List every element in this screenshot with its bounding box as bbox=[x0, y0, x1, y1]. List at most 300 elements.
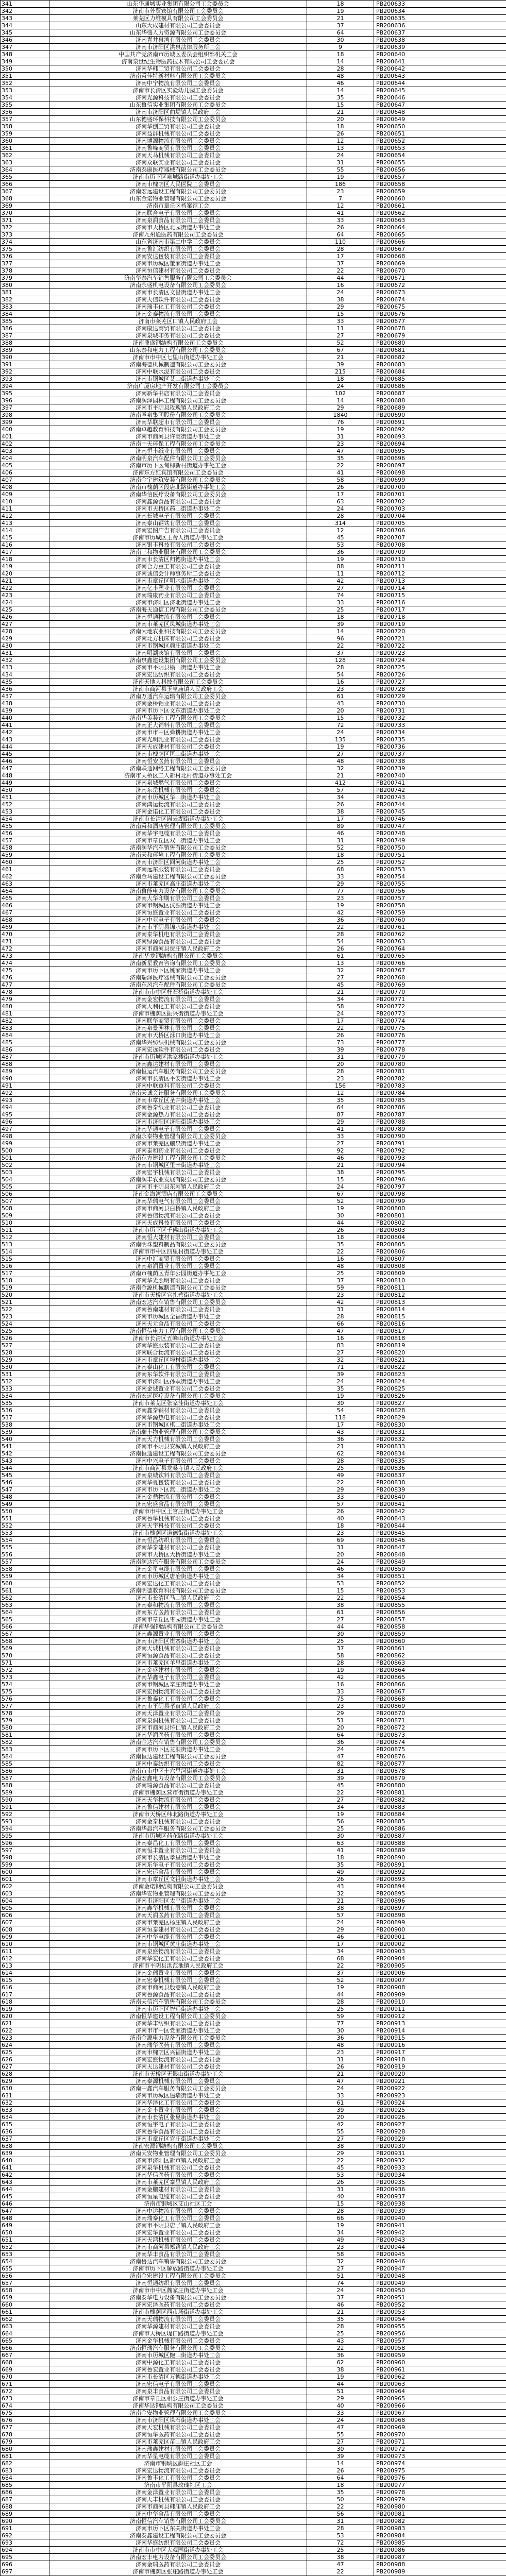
record-code-cell: PB200835 bbox=[374, 1458, 506, 1465]
row-number-cell: 669 bbox=[1, 2366, 49, 2374]
member-count-cell: 46 bbox=[307, 80, 374, 87]
member-count-cell: 39 bbox=[307, 1775, 374, 1782]
member-count-cell: 24 bbox=[307, 729, 374, 736]
record-code-cell: PB200907 bbox=[374, 1977, 506, 1984]
row-number-cell: 373 bbox=[1, 231, 49, 239]
table-row bbox=[1, 534, 506, 541]
record-code-cell: PB200699 bbox=[374, 477, 506, 484]
row-number-cell: 454 bbox=[1, 816, 49, 823]
member-count-cell: 19 bbox=[307, 1984, 374, 1991]
record-code-cell: PB200806 bbox=[374, 1248, 506, 1256]
record-code-cell: PB200809 bbox=[374, 1270, 506, 1277]
row-number-cell: 406 bbox=[1, 469, 49, 477]
record-code-cell: PB200766 bbox=[374, 960, 506, 967]
row-number-cell: 509 bbox=[1, 1212, 49, 1219]
record-code-cell: PB200669 bbox=[374, 260, 506, 267]
member-count-cell: 38 bbox=[307, 296, 374, 303]
table-row bbox=[1, 2568, 506, 2575]
record-code-cell: PB200753 bbox=[374, 866, 506, 873]
member-count-cell: 13 bbox=[307, 145, 374, 152]
organization-name-cell: 济南华泰建材有限公司工会委员会 bbox=[49, 1544, 307, 1551]
organization-name-cell: 济南天地人科技有限公司工会委员会 bbox=[49, 679, 307, 686]
member-count-cell: 14 bbox=[307, 2460, 374, 2467]
record-code-cell: PB200682 bbox=[374, 354, 506, 361]
organization-name-cell: 济南市商河县韩庙镇人民政府工会 bbox=[49, 2503, 307, 2511]
row-number-cell: 621 bbox=[1, 2020, 49, 2027]
row-number-cell: 528 bbox=[1, 1349, 49, 1357]
row-number-cell: 552 bbox=[1, 1522, 49, 1530]
record-code-cell: PB200986 bbox=[374, 2547, 506, 2554]
member-count-cell: 25 bbox=[307, 1638, 374, 1645]
row-number-cell: 455 bbox=[1, 823, 49, 830]
organization-name-cell: 济南恒运汽车服务有限公司工会委员会 bbox=[49, 1068, 307, 1075]
record-code-cell: PB200755 bbox=[374, 880, 506, 888]
row-number-cell: 361 bbox=[1, 145, 49, 152]
member-count-cell: 39 bbox=[307, 1046, 374, 1054]
row-number-cell: 356 bbox=[1, 109, 49, 116]
record-code-cell: PB200837 bbox=[374, 1472, 506, 1479]
table-row bbox=[1, 29, 506, 37]
table-row bbox=[1, 1010, 506, 1018]
organization-name-cell: 济南市平阴县洪范池镇人民政府工会 bbox=[49, 1962, 307, 1970]
row-number-cell: 442 bbox=[1, 729, 49, 736]
organization-name-cell: 济南市长清区万德街道办事处工会 bbox=[49, 2374, 307, 2381]
record-code-cell: PB200843 bbox=[374, 1515, 506, 1522]
row-number-cell: 512 bbox=[1, 1234, 49, 1241]
row-number-cell: 533 bbox=[1, 1385, 49, 1393]
table-row bbox=[1, 2200, 506, 2208]
table-row bbox=[1, 614, 506, 621]
table-row bbox=[1, 152, 506, 159]
organization-name-cell: 济南金宏建设工程有限公司工会委员会 bbox=[49, 2273, 307, 2280]
member-count-cell: 27 bbox=[307, 974, 374, 981]
record-code-cell: PB200988 bbox=[374, 2561, 506, 2568]
member-count-cell: 37 bbox=[307, 22, 374, 29]
row-number-cell: 596 bbox=[1, 1840, 49, 1847]
table-row bbox=[1, 541, 506, 549]
table-row bbox=[1, 303, 506, 311]
table-row bbox=[1, 2438, 506, 2446]
record-code-cell: PB200823 bbox=[374, 1371, 506, 1378]
row-number-cell: 670 bbox=[1, 2374, 49, 2381]
table-row bbox=[1, 1580, 506, 1587]
row-number-cell: 637 bbox=[1, 2136, 49, 2143]
row-number-cell: 484 bbox=[1, 1032, 49, 1039]
table-row bbox=[1, 837, 506, 844]
member-count-cell: 18 bbox=[307, 1854, 374, 1861]
member-count-cell: 61 bbox=[307, 1609, 374, 1616]
row-number-cell: 439 bbox=[1, 707, 49, 715]
row-number-cell: 521 bbox=[1, 1299, 49, 1306]
organization-name-cell: 济南光源科技有限公司工会委员会 bbox=[49, 94, 307, 101]
organization-name-cell: 济南华美装饰工程有限公司工会委员会 bbox=[49, 715, 307, 722]
row-number-cell: 457 bbox=[1, 837, 49, 844]
row-number-cell: 487 bbox=[1, 1054, 49, 1061]
record-code-cell: PB200685 bbox=[374, 376, 506, 383]
row-number-cell: 438 bbox=[1, 700, 49, 707]
record-code-cell: PB200784 bbox=[374, 1090, 506, 1097]
member-count-cell: 26 bbox=[307, 224, 374, 231]
table-row bbox=[1, 1198, 506, 1205]
record-code-cell: PB200906 bbox=[374, 1970, 506, 1977]
table-row bbox=[1, 1472, 506, 1479]
row-number-cell: 429 bbox=[1, 635, 49, 642]
record-code-cell: PB200920 bbox=[374, 2071, 506, 2078]
record-code-cell: PB200797 bbox=[374, 1183, 506, 1191]
member-count-cell: 22 bbox=[307, 1962, 374, 1970]
row-number-cell: 519 bbox=[1, 1284, 49, 1292]
member-count-cell: 36 bbox=[307, 917, 374, 924]
member-count-cell: 24 bbox=[307, 383, 374, 390]
member-count-cell: 39 bbox=[307, 2107, 374, 2114]
member-count-cell: 29 bbox=[307, 1118, 374, 1126]
row-number-cell: 456 bbox=[1, 830, 49, 837]
row-number-cell: 473 bbox=[1, 953, 49, 960]
member-count-cell: 68 bbox=[307, 1955, 374, 1962]
row-number-cell: 639 bbox=[1, 2150, 49, 2157]
record-code-cell: PB200707 bbox=[374, 534, 506, 541]
record-code-cell: PB200879 bbox=[374, 1775, 506, 1782]
organization-name-cell: 济南恒通建设工程有限公司工会委员会 bbox=[49, 1450, 307, 1458]
organization-name-cell: 济南瑞泰化工有限公司工会委员会 bbox=[49, 2215, 307, 2222]
member-count-cell: 72 bbox=[307, 722, 374, 729]
row-number-cell: 588 bbox=[1, 1782, 49, 1789]
organization-name-cell: 济南市平阴县孝直镇人民政府工会 bbox=[49, 1703, 307, 1710]
row-number-cell: 568 bbox=[1, 1638, 49, 1645]
organization-name-cell: 济南市槐荫区振兴街街道办事处工会 bbox=[49, 1010, 307, 1018]
table-row bbox=[1, 830, 506, 837]
record-code-cell: PB200978 bbox=[374, 2489, 506, 2496]
row-number-cell: 663 bbox=[1, 2323, 49, 2330]
table-row bbox=[1, 642, 506, 650]
member-count-cell: 71 bbox=[307, 1364, 374, 1371]
row-number-cell: 378 bbox=[1, 267, 49, 275]
table-row bbox=[1, 2547, 506, 2554]
member-count-cell: 36 bbox=[307, 549, 374, 556]
row-number-cell: 550 bbox=[1, 1508, 49, 1515]
record-code-cell: PB200740 bbox=[374, 772, 506, 779]
organization-name-cell: 济南市市中区七里山街道办事处工会 bbox=[49, 354, 307, 361]
table-row bbox=[1, 2352, 506, 2359]
table-row bbox=[1, 484, 506, 491]
table-row bbox=[1, 397, 506, 404]
row-number-cell: 510 bbox=[1, 1219, 49, 1227]
member-count-cell: 24 bbox=[307, 1558, 374, 1566]
record-code-cell: PB200910 bbox=[374, 1998, 506, 2006]
table-row bbox=[1, 1934, 506, 1941]
organization-name-cell: 山东泰和电力工程有限公司工会委员会 bbox=[49, 347, 307, 354]
row-number-cell: 461 bbox=[1, 866, 49, 873]
row-number-cell: 514 bbox=[1, 1248, 49, 1256]
record-code-cell: PB200793 bbox=[374, 1155, 506, 1162]
organization-name-cell: 济南中华食品有限公司工会委员会 bbox=[49, 2511, 307, 2518]
row-number-cell: 529 bbox=[1, 1357, 49, 1364]
row-number-cell: 479 bbox=[1, 996, 49, 1003]
row-number-cell: 468 bbox=[1, 917, 49, 924]
table-row bbox=[1, 2330, 506, 2337]
table-row bbox=[1, 700, 506, 707]
row-number-cell: 350 bbox=[1, 65, 49, 73]
organization-name-cell: 济南市钢城区黄庄街道办事处工会 bbox=[49, 1941, 307, 1948]
member-count-cell: 22 bbox=[307, 1789, 374, 1797]
organization-name-cell: 济南宏图物流有限公司工会委员会 bbox=[49, 1688, 307, 1696]
table-row bbox=[1, 2554, 506, 2561]
row-number-cell: 676 bbox=[1, 2417, 49, 2424]
member-count-cell: 47 bbox=[307, 2078, 374, 2085]
member-count-cell: 25 bbox=[307, 606, 374, 614]
organization-name-cell: 济南市长清区五峰山街道办事处工会 bbox=[49, 1335, 307, 1342]
table-row bbox=[1, 1248, 506, 1256]
member-count-cell: 42 bbox=[307, 1299, 374, 1306]
record-code-cell: PB200864 bbox=[374, 1667, 506, 1674]
member-count-cell: 18 bbox=[307, 1234, 374, 1241]
row-number-cell: 494 bbox=[1, 1104, 49, 1111]
row-number-cell: 460 bbox=[1, 859, 49, 866]
table-row bbox=[1, 2280, 506, 2287]
record-code-cell: PB200678 bbox=[374, 325, 506, 332]
row-number-cell: 585 bbox=[1, 1760, 49, 1768]
row-number-cell: 647 bbox=[1, 2208, 49, 2215]
organization-name-cell: 济南市市中区大观园街道办事处工会 bbox=[49, 2547, 307, 2554]
record-code-cell: PB200932 bbox=[374, 2157, 506, 2164]
row-number-cell: 650 bbox=[1, 2229, 49, 2236]
organization-name-cell: 济南宏鑫电力设备有限公司工会委员会 bbox=[49, 1775, 307, 1782]
member-count-cell: 67 bbox=[307, 1191, 374, 1198]
member-count-cell: 37 bbox=[307, 1645, 374, 1652]
member-count-cell: 28 bbox=[307, 1068, 374, 1075]
row-number-cell: 541 bbox=[1, 1443, 49, 1450]
member-count-cell: 92 bbox=[307, 1147, 374, 1155]
table-row bbox=[1, 1659, 506, 1667]
row-number-cell: 630 bbox=[1, 2085, 49, 2092]
table-row bbox=[1, 260, 506, 267]
row-number-cell: 345 bbox=[1, 29, 49, 37]
table-row bbox=[1, 650, 506, 657]
table-row bbox=[1, 332, 506, 340]
record-code-cell: PB200715 bbox=[374, 592, 506, 599]
row-number-cell: 629 bbox=[1, 2078, 49, 2085]
record-code-cell: PB200664 bbox=[374, 224, 506, 231]
member-count-cell: 35 bbox=[307, 94, 374, 101]
organization-name-cell: 济南润丰农业发展有限公司工会委员会 bbox=[49, 1176, 307, 1183]
row-number-cell: 341 bbox=[1, 1, 49, 8]
row-number-cell: 525 bbox=[1, 1328, 49, 1335]
row-number-cell: 675 bbox=[1, 2410, 49, 2417]
row-number-cell: 498 bbox=[1, 1133, 49, 1140]
record-code-cell: PB200862 bbox=[374, 1652, 506, 1659]
record-code-cell: PB200693 bbox=[374, 433, 506, 440]
row-number-cell: 678 bbox=[1, 2431, 49, 2438]
table-row bbox=[1, 2006, 506, 2013]
table-row bbox=[1, 1342, 506, 1349]
record-code-cell: PB200856 bbox=[374, 1609, 506, 1616]
table-row bbox=[1, 1537, 506, 1544]
member-count-cell: 26 bbox=[307, 484, 374, 491]
row-number-cell: 471 bbox=[1, 938, 49, 945]
organization-name-cell: 济南金桥铝业有限公司工会委员会 bbox=[49, 700, 307, 707]
record-code-cell: PB200830 bbox=[374, 1421, 506, 1429]
record-code-cell: PB200677 bbox=[374, 318, 506, 325]
member-count-cell: 29 bbox=[307, 1486, 374, 1494]
member-count-cell: 35 bbox=[307, 1385, 374, 1393]
record-code-cell: PB200782 bbox=[374, 1075, 506, 1082]
table-row bbox=[1, 477, 506, 484]
table-row bbox=[1, 1429, 506, 1436]
record-code-cell: PB200832 bbox=[374, 1436, 506, 1443]
record-code-cell: PB200888 bbox=[374, 1840, 506, 1847]
row-number-cell: 534 bbox=[1, 1393, 49, 1400]
record-code-cell: PB200701 bbox=[374, 491, 506, 498]
table-row bbox=[1, 1357, 506, 1364]
record-code-cell: PB200846 bbox=[374, 1537, 506, 1544]
record-code-cell: PB200642 bbox=[374, 65, 506, 73]
row-number-cell: 631 bbox=[1, 2092, 49, 2099]
table-row bbox=[1, 2482, 506, 2489]
record-code-cell: PB200899 bbox=[374, 1919, 506, 1926]
member-count-cell: 32 bbox=[307, 2258, 374, 2265]
organization-name-cell: 济南东华软件有限公司工会委员会 bbox=[49, 1371, 307, 1378]
table-row bbox=[1, 505, 506, 513]
member-count-cell: 15 bbox=[307, 715, 374, 722]
row-number-cell: 374 bbox=[1, 239, 49, 246]
table-row bbox=[1, 2273, 506, 2280]
table-row bbox=[1, 1977, 506, 1984]
record-code-cell: PB200870 bbox=[374, 1710, 506, 1717]
record-code-cell: PB200878 bbox=[374, 1768, 506, 1775]
organization-name-cell: 济南市长清区平安街道办事处工会 bbox=[49, 1075, 307, 1082]
record-code-cell: PB200717 bbox=[374, 606, 506, 614]
record-code-cell: PB200730 bbox=[374, 700, 506, 707]
table-row bbox=[1, 1234, 506, 1241]
member-count-cell: 19 bbox=[307, 2222, 374, 2229]
table-row bbox=[1, 2092, 506, 2099]
row-number-cell: 500 bbox=[1, 1147, 49, 1155]
member-count-cell: 31 bbox=[307, 159, 374, 166]
member-count-cell: 33 bbox=[307, 318, 374, 325]
organization-name-cell: 济南泉鑫建设集团有限公司工会委员会 bbox=[49, 657, 307, 664]
table-row bbox=[1, 469, 506, 477]
record-code-cell: PB200710 bbox=[374, 556, 506, 563]
record-code-cell: PB200711 bbox=[374, 563, 506, 570]
row-number-cell: 430 bbox=[1, 642, 49, 650]
record-code-cell: PB200831 bbox=[374, 1429, 506, 1436]
organization-name-cell: 济南市莱芜区鹏泉街道办事处工会 bbox=[49, 1140, 307, 1147]
member-count-cell: 88 bbox=[307, 563, 374, 570]
table-row bbox=[1, 174, 506, 181]
row-number-cell: 349 bbox=[1, 58, 49, 65]
table-row bbox=[1, 2301, 506, 2309]
organization-name-cell: 济南市济阳区曲堤镇人民政府工会 bbox=[49, 109, 307, 116]
record-code-cell: PB200673 bbox=[374, 289, 506, 296]
row-number-cell: 508 bbox=[1, 1205, 49, 1212]
member-count-cell: 47 bbox=[307, 2561, 374, 2568]
row-number-cell: 610 bbox=[1, 1941, 49, 1948]
member-count-cell: 35 bbox=[307, 1097, 374, 1104]
record-code-cell: PB200861 bbox=[374, 1645, 506, 1652]
organization-name-cell: 济南市历下区智远街道办事处工会 bbox=[49, 2006, 307, 2013]
organization-name-cell: 济南华润医药有限公司工会委员会 bbox=[49, 1732, 307, 1739]
table-row bbox=[1, 1941, 506, 1948]
table-row bbox=[1, 210, 506, 217]
row-number-cell: 413 bbox=[1, 520, 49, 527]
row-number-cell: 570 bbox=[1, 1652, 49, 1659]
table-row bbox=[1, 2078, 506, 2085]
organization-name-cell: 济南金诺钢结构有限公司工会委员会 bbox=[49, 1883, 307, 1890]
record-code-cell: PB200955 bbox=[374, 2323, 506, 2330]
organization-name-cell: 济南鲁泰纸业有限公司工会委员会 bbox=[49, 1104, 307, 1111]
organization-name-cell: 济南市商河县玉皇庙镇人民政府工会 bbox=[49, 686, 307, 693]
record-code-cell: PB200883 bbox=[374, 1804, 506, 1811]
record-code-cell: PB200713 bbox=[374, 578, 506, 585]
table-row bbox=[1, 1883, 506, 1890]
organization-name-cell: 济南广厦房地产开发有限公司工会委员会 bbox=[49, 383, 307, 390]
table-row bbox=[1, 1068, 506, 1075]
record-code-cell: PB200825 bbox=[374, 1385, 506, 1393]
row-number-cell: 366 bbox=[1, 181, 49, 188]
record-code-cell: PB200916 bbox=[374, 2042, 506, 2049]
table-row bbox=[1, 1645, 506, 1652]
record-code-cell: PB200947 bbox=[374, 2265, 506, 2273]
table-row bbox=[1, 1241, 506, 1248]
table-row bbox=[1, 1566, 506, 1573]
organization-name-cell: 济南泰华机电有限公司工会委员会 bbox=[49, 931, 307, 938]
record-code-cell: PB200700 bbox=[374, 484, 506, 491]
record-code-cell: PB200792 bbox=[374, 1147, 506, 1155]
organization-name-cell: 济南市济阳区济阳街道办事处工会 bbox=[49, 1118, 307, 1126]
table-row bbox=[1, 101, 506, 109]
organization-name-cell: 济南华夏包装有限公司工会委员会 bbox=[49, 1479, 307, 1486]
table-row bbox=[1, 109, 506, 116]
member-count-cell: 19 bbox=[307, 8, 374, 15]
table-row bbox=[1, 2258, 506, 2265]
table-row bbox=[1, 2107, 506, 2114]
organization-name-cell: 济南泉城印务有限公司工会委员会 bbox=[49, 332, 307, 340]
organization-name-cell: 济南华达钢结构有限公司工会委员会 bbox=[49, 2402, 307, 2410]
member-count-cell: 41 bbox=[307, 1126, 374, 1133]
row-number-cell: 645 bbox=[1, 2193, 49, 2200]
member-count-cell: 41 bbox=[307, 469, 374, 477]
record-code-cell: PB200795 bbox=[374, 1169, 506, 1176]
member-count-cell: 21 bbox=[307, 354, 374, 361]
organization-name-cell: 济南市历下区龙洞街道办事处工会 bbox=[49, 1746, 307, 1753]
organization-name-cell: 济南华丰纺织有限公司工会委员会 bbox=[49, 2020, 307, 2027]
member-count-cell: 21 bbox=[307, 2309, 374, 2316]
organization-name-cell: 济南泉华机械有限公司工会委员会 bbox=[49, 2164, 307, 2172]
table-row bbox=[1, 1926, 506, 1934]
table-row bbox=[1, 217, 506, 224]
record-code-cell: PB200647 bbox=[374, 101, 506, 109]
row-number-cell: 536 bbox=[1, 1407, 49, 1414]
table-row bbox=[1, 1061, 506, 1068]
row-number-cell: 562 bbox=[1, 1595, 49, 1602]
row-number-cell: 538 bbox=[1, 1421, 49, 1429]
member-count-cell: 25 bbox=[307, 1825, 374, 1833]
row-number-cell: 589 bbox=[1, 1789, 49, 1797]
member-count-cell: 28 bbox=[307, 2323, 374, 2330]
member-count-cell: 27 bbox=[307, 2265, 374, 2273]
organization-name-cell: 济南鲁信物流有限公司工会委员会 bbox=[49, 1212, 307, 1219]
row-number-cell: 608 bbox=[1, 1926, 49, 1934]
member-count-cell: 21 bbox=[307, 15, 374, 22]
member-count-cell: 26 bbox=[307, 1227, 374, 1234]
member-count-cell: 24 bbox=[307, 1183, 374, 1191]
table-row bbox=[1, 1155, 506, 1162]
organization-name-cell: 济南金诚置业有限公司工会委员会 bbox=[49, 1385, 307, 1393]
record-code-cell: PB200695 bbox=[374, 448, 506, 455]
member-count-cell: 30 bbox=[307, 37, 374, 44]
member-count-cell: 46 bbox=[307, 830, 374, 837]
row-number-cell: 407 bbox=[1, 477, 49, 484]
